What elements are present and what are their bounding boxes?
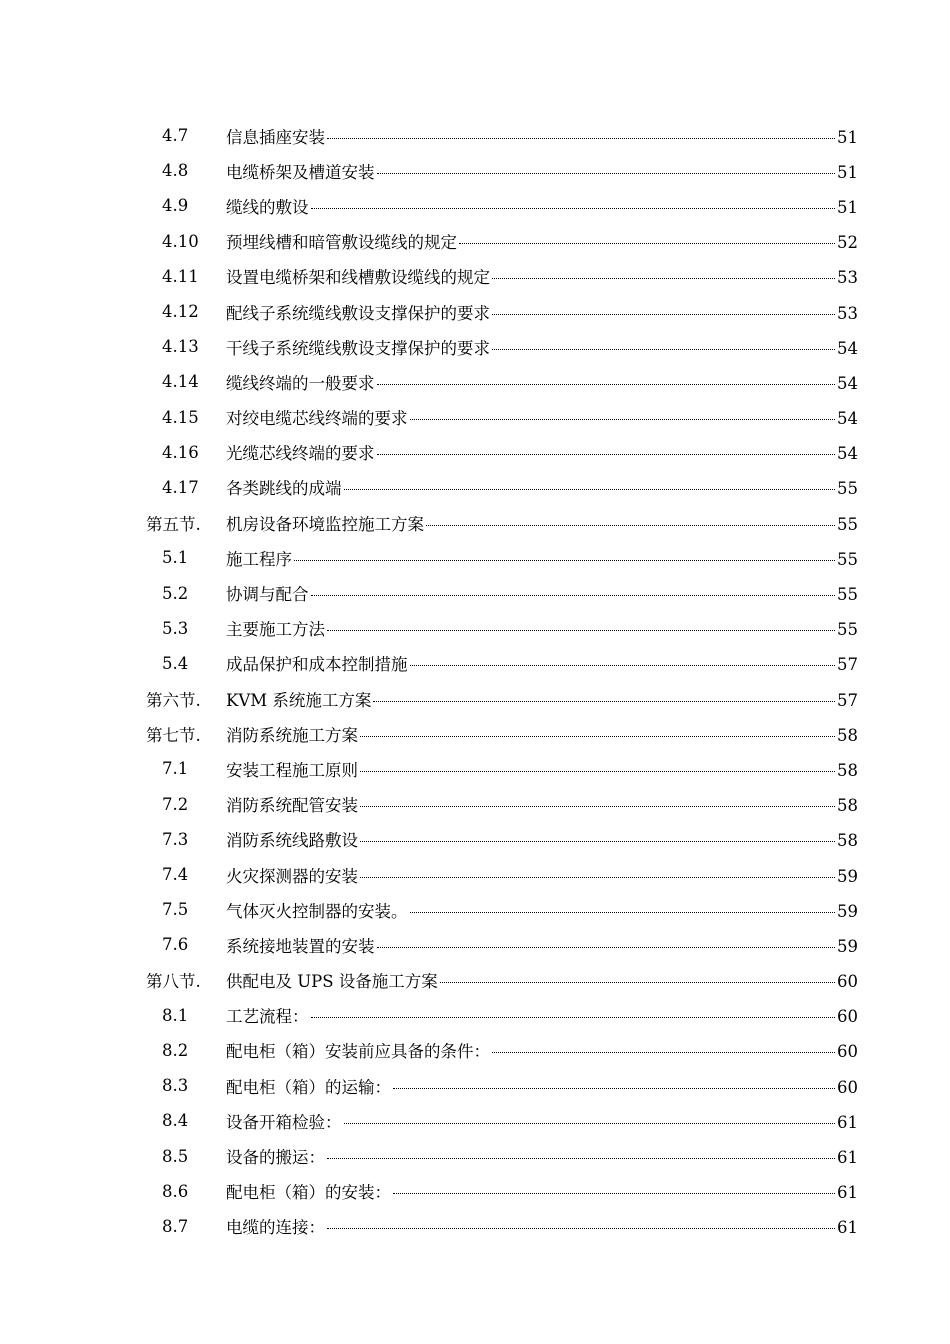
toc-entry-title: 气体灭火控制器的安装。 bbox=[226, 901, 408, 921]
toc-subsection-entry[interactable] bbox=[0, 224, 950, 259]
toc-dot-leader bbox=[360, 877, 835, 878]
toc-dot-leader bbox=[459, 243, 835, 244]
toc-entry-title: 电缆的连接： bbox=[226, 1218, 325, 1238]
toc-entry-page-number: 60 bbox=[837, 1077, 858, 1097]
toc-entry-body bbox=[226, 159, 858, 183]
toc-entry-body bbox=[226, 1003, 858, 1027]
toc-entry-number: 8.5 bbox=[162, 1146, 189, 1166]
toc-entry-title: 配电柜（箱）安装前应具备的条件： bbox=[226, 1042, 490, 1062]
toc-entry-title: 各类跳线的成端 bbox=[226, 479, 342, 499]
toc-entry-number: 4.10 bbox=[162, 231, 199, 251]
toc-entry-page-number: 61 bbox=[837, 1183, 858, 1203]
toc-entry-body bbox=[226, 229, 858, 253]
toc-dot-leader bbox=[311, 208, 836, 209]
toc-dot-leader bbox=[410, 912, 836, 913]
toc-entry-number: 7.6 bbox=[162, 935, 189, 955]
toc-dot-leader bbox=[344, 1123, 836, 1124]
toc-dot-leader bbox=[360, 736, 835, 737]
toc-subsection-entry[interactable] bbox=[0, 329, 950, 364]
toc-dot-leader bbox=[311, 1017, 836, 1018]
toc-subsection-entry[interactable] bbox=[0, 822, 950, 857]
toc-section-entry[interactable] bbox=[0, 963, 950, 998]
toc-entry-number: 7.2 bbox=[162, 794, 189, 814]
toc-entry-body bbox=[226, 616, 858, 640]
toc-entry-number: 8.4 bbox=[162, 1111, 189, 1131]
toc-entry-page-number: 54 bbox=[837, 338, 858, 358]
toc-dot-leader bbox=[373, 701, 835, 702]
toc-entry-page-number: 55 bbox=[837, 479, 858, 499]
toc-entry-page-number: 55 bbox=[837, 585, 858, 605]
toc-entry-title: 缆线终端的一般要求 bbox=[226, 373, 375, 393]
toc-dot-leader bbox=[377, 454, 836, 455]
toc-entry-body bbox=[226, 405, 858, 429]
toc-entry-page-number: 61 bbox=[837, 1218, 858, 1238]
toc-entry-title: 主要施工方法 bbox=[226, 620, 325, 640]
toc-entry-title: 协调与配合 bbox=[226, 585, 309, 605]
toc-entry-page-number: 57 bbox=[837, 655, 858, 675]
toc-subsection-entry[interactable] bbox=[0, 857, 950, 892]
toc-subsection-entry[interactable] bbox=[0, 998, 950, 1033]
toc-dot-leader bbox=[377, 173, 836, 174]
toc-subsection-entry[interactable] bbox=[0, 787, 950, 822]
toc-entry-body bbox=[226, 827, 858, 851]
toc-subsection-entry[interactable] bbox=[0, 1068, 950, 1103]
toc-dot-leader bbox=[492, 314, 835, 315]
toc-dot-leader bbox=[492, 349, 835, 350]
toc-entry-number: 8.3 bbox=[162, 1076, 189, 1096]
toc-entry-body bbox=[226, 1038, 858, 1062]
toc-entry-title: 消防系统线路敷设 bbox=[226, 831, 358, 851]
toc-entry-page-number: 60 bbox=[837, 1042, 858, 1062]
toc-entry-number: 4.12 bbox=[162, 302, 199, 322]
toc-dot-leader bbox=[327, 138, 835, 139]
toc-entry-body bbox=[226, 440, 858, 464]
toc-entry-page-number: 59 bbox=[837, 901, 858, 921]
toc-entry-number: 4.9 bbox=[162, 196, 189, 216]
toc-subsection-entry[interactable] bbox=[0, 540, 950, 575]
toc-section-entry[interactable] bbox=[0, 505, 950, 540]
toc-entry-page-number: 52 bbox=[837, 233, 858, 253]
toc-entry-page-number: 55 bbox=[837, 514, 858, 534]
toc-entry-body bbox=[226, 1109, 858, 1133]
toc-entry-title: 配线子系统缆线敷设支撑保护的要求 bbox=[226, 303, 490, 323]
toc-entry-number: 4.7 bbox=[162, 126, 189, 146]
toc-entry-body bbox=[226, 792, 858, 816]
toc-entry-page-number: 54 bbox=[837, 373, 858, 393]
toc-entry-title: 成品保护和成本控制措施 bbox=[226, 655, 408, 675]
toc-entry-title: 设备的搬运： bbox=[226, 1148, 325, 1168]
toc-entry-page-number: 54 bbox=[837, 444, 858, 464]
toc-entry-title: 供配电及 UPS 设备施工方案 bbox=[226, 972, 438, 992]
toc-entry-number: 第七节. bbox=[146, 725, 201, 745]
toc-entry-number: 5.4 bbox=[162, 653, 189, 673]
toc-subsection-entry[interactable] bbox=[0, 646, 950, 681]
toc-subsection-entry[interactable] bbox=[0, 1033, 950, 1068]
toc-dot-leader bbox=[360, 771, 835, 772]
toc-entry-page-number: 55 bbox=[837, 620, 858, 640]
toc-entry-page-number: 55 bbox=[837, 549, 858, 569]
toc-subsection-entry[interactable] bbox=[0, 1103, 950, 1138]
toc-entry-title: 系统接地装置的安装 bbox=[226, 936, 375, 956]
toc-entry-page-number: 51 bbox=[837, 127, 858, 147]
toc-entry-body bbox=[226, 475, 858, 499]
toc-dot-leader bbox=[410, 665, 836, 666]
toc-entry-body bbox=[226, 1074, 858, 1098]
toc-dot-leader bbox=[360, 806, 835, 807]
toc-entry-page-number: 61 bbox=[837, 1112, 858, 1132]
toc-entry-number: 5.2 bbox=[162, 583, 189, 603]
toc-entry-body bbox=[226, 511, 858, 535]
toc-subsection-entry[interactable] bbox=[0, 927, 950, 962]
toc-entry-number: 7.3 bbox=[162, 829, 189, 849]
toc-dot-leader bbox=[426, 525, 835, 526]
toc-entry-title: 缆线的敷设 bbox=[226, 197, 309, 217]
toc-subsection-entry[interactable] bbox=[0, 400, 950, 435]
toc-subsection-entry[interactable] bbox=[0, 575, 950, 610]
toc-entry-title: 机房设备环境监控施工方案 bbox=[226, 514, 424, 534]
toc-dot-leader bbox=[393, 1088, 835, 1089]
toc-dot-leader bbox=[410, 419, 836, 420]
toc-entry-page-number: 53 bbox=[837, 268, 858, 288]
toc-entry-number: 第五节. bbox=[146, 514, 201, 534]
toc-entry-page-number: 60 bbox=[837, 972, 858, 992]
toc-dot-leader bbox=[492, 1052, 835, 1053]
toc-subsection-entry[interactable] bbox=[0, 751, 950, 786]
toc-entry-number: 8.1 bbox=[162, 1005, 189, 1025]
toc-entry-page-number: 59 bbox=[837, 866, 858, 886]
toc-entry-page-number: 58 bbox=[837, 760, 858, 780]
toc-entry-number: 5.3 bbox=[162, 618, 189, 638]
toc-section-entry[interactable] bbox=[0, 681, 950, 716]
toc-entry-number: 7.4 bbox=[162, 865, 189, 885]
toc-entry-body bbox=[226, 335, 858, 359]
toc-entry-number: 第八节. bbox=[146, 972, 201, 992]
toc-subsection-entry[interactable] bbox=[0, 470, 950, 505]
toc-entry-body bbox=[226, 124, 858, 148]
toc-entry-number: 4.14 bbox=[162, 372, 199, 392]
toc-entry-number: 4.15 bbox=[162, 407, 199, 427]
toc-entry-title: 工艺流程： bbox=[226, 1007, 309, 1027]
toc-entry-number: 4.13 bbox=[162, 337, 199, 357]
toc-subsection-entry[interactable] bbox=[0, 1138, 950, 1173]
toc-section-entry[interactable] bbox=[0, 716, 950, 751]
toc-entry-number: 4.8 bbox=[162, 161, 189, 181]
toc-entry-body bbox=[226, 863, 858, 887]
toc-entry-body bbox=[226, 300, 858, 324]
toc-entry-body bbox=[226, 1144, 858, 1168]
toc-entry-body bbox=[226, 687, 858, 711]
toc-entry-page-number: 59 bbox=[837, 936, 858, 956]
toc-entry-page-number: 58 bbox=[837, 725, 858, 745]
toc-entry-body bbox=[226, 581, 858, 605]
toc-subsection-entry[interactable] bbox=[0, 364, 950, 399]
toc-entry-title: 设置电缆桥架和线槽敷设缆线的规定 bbox=[226, 268, 490, 288]
toc-entry-body bbox=[226, 968, 858, 992]
toc-dot-leader bbox=[294, 560, 835, 561]
toc-entry-title: 火灾探测器的安装 bbox=[226, 866, 358, 886]
toc-dot-leader bbox=[377, 384, 836, 385]
toc-entry-number: 8.6 bbox=[162, 1181, 189, 1201]
toc-dot-leader bbox=[440, 982, 835, 983]
toc-dot-leader bbox=[360, 841, 835, 842]
toc-entry-title: 配电柜（箱）的安装： bbox=[226, 1183, 391, 1203]
toc-subsection-entry[interactable] bbox=[0, 153, 950, 188]
toc-dot-leader bbox=[327, 1228, 835, 1229]
toc-entry-title: 光缆芯线终端的要求 bbox=[226, 444, 375, 464]
toc-entry-body bbox=[226, 933, 858, 957]
toc-entry-number: 5.1 bbox=[162, 548, 189, 568]
toc-subsection-entry[interactable] bbox=[0, 294, 950, 329]
toc-entry-page-number: 57 bbox=[837, 690, 858, 710]
toc-entry-page-number: 54 bbox=[837, 409, 858, 429]
toc-entry-body bbox=[226, 651, 858, 675]
toc-entry-page-number: 61 bbox=[837, 1148, 858, 1168]
toc-entry-page-number: 53 bbox=[837, 303, 858, 323]
toc-entry-title: 预埋线槽和暗管敷设缆线的规定 bbox=[226, 233, 457, 253]
toc-subsection-entry[interactable] bbox=[0, 188, 950, 223]
toc-entry-number: 7.5 bbox=[162, 900, 189, 920]
toc-entry-title: 消防系统配管安装 bbox=[226, 796, 358, 816]
toc-dot-leader bbox=[393, 1193, 835, 1194]
toc-entry-number: 8.2 bbox=[162, 1040, 189, 1060]
toc-entry-title: 电缆桥架及槽道安装 bbox=[226, 162, 375, 182]
toc-entry-title: 施工程序 bbox=[226, 549, 292, 569]
toc-entry-title: 设备开箱检验： bbox=[226, 1112, 342, 1132]
toc-dot-leader bbox=[311, 595, 836, 596]
toc-subsection-entry[interactable] bbox=[0, 118, 950, 153]
toc-entry-page-number: 60 bbox=[837, 1007, 858, 1027]
toc-entry-body bbox=[226, 264, 858, 288]
toc-subsection-entry[interactable] bbox=[0, 435, 950, 470]
toc-subsection-entry[interactable] bbox=[0, 611, 950, 646]
toc-entry-number: 第六节. bbox=[146, 690, 201, 710]
toc-entry-body bbox=[226, 722, 858, 746]
toc-entry-number: 7.1 bbox=[162, 759, 189, 779]
toc-entry-page-number: 51 bbox=[837, 197, 858, 217]
toc-dot-leader bbox=[327, 630, 835, 631]
toc-entry-body bbox=[226, 370, 858, 394]
toc-subsection-entry[interactable] bbox=[0, 1174, 950, 1209]
toc-entry-title: 干线子系统缆线敷设支撑保护的要求 bbox=[226, 338, 490, 358]
toc-entry-body bbox=[226, 546, 858, 570]
toc-entry-page-number: 51 bbox=[837, 162, 858, 182]
toc-entry-body bbox=[226, 1214, 858, 1238]
toc-entry-body bbox=[226, 757, 858, 781]
toc-entry-number: 8.7 bbox=[162, 1216, 189, 1236]
toc-entry-title: 对绞电缆芯线终端的要求 bbox=[226, 409, 408, 429]
toc-entry-body bbox=[226, 194, 858, 218]
toc-subsection-entry[interactable] bbox=[0, 1209, 950, 1244]
toc-entry-number: 4.17 bbox=[162, 477, 199, 497]
toc-entry-page-number: 58 bbox=[837, 796, 858, 816]
toc-entry-number: 4.16 bbox=[162, 442, 199, 462]
toc-entry-title: KVM 系统施工方案 bbox=[226, 690, 372, 710]
toc-subsection-entry[interactable] bbox=[0, 259, 950, 294]
table-of-contents bbox=[0, 118, 950, 1244]
toc-entry-title: 消防系统施工方案 bbox=[226, 725, 358, 745]
toc-entry-body bbox=[226, 898, 858, 922]
toc-entry-number: 4.11 bbox=[162, 266, 199, 286]
toc-entry-title: 安装工程施工原则 bbox=[226, 760, 358, 780]
toc-entry-page-number: 58 bbox=[837, 831, 858, 851]
toc-dot-leader bbox=[377, 947, 836, 948]
toc-dot-leader bbox=[492, 278, 835, 279]
toc-entry-title: 配电柜（箱）的运输： bbox=[226, 1077, 391, 1097]
toc-subsection-entry[interactable] bbox=[0, 892, 950, 927]
toc-dot-leader bbox=[344, 489, 836, 490]
toc-dot-leader bbox=[327, 1158, 835, 1159]
toc-entry-body bbox=[226, 1179, 858, 1203]
toc-entry-title: 信息插座安装 bbox=[226, 127, 325, 147]
